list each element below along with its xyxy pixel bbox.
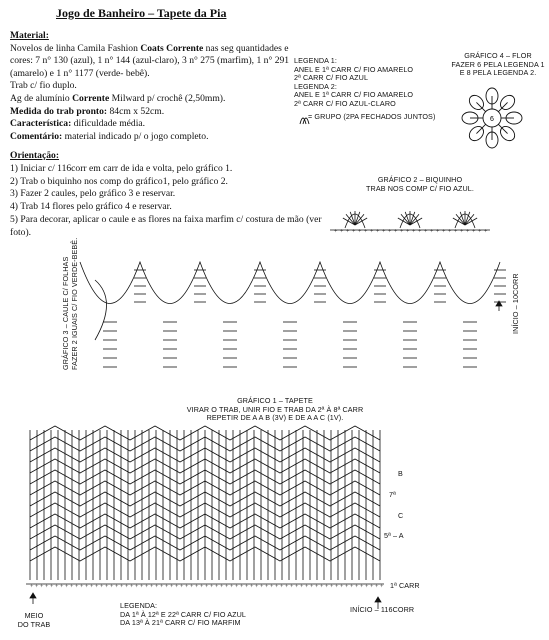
plus-mark: + bbox=[382, 229, 386, 235]
plus-mark: + bbox=[110, 584, 114, 590]
plus-mark: + bbox=[290, 584, 294, 590]
plus-mark: + bbox=[454, 229, 458, 235]
material-line: Medida do trab pronto: 84cm x 52cm. bbox=[10, 105, 165, 117]
plus-mark: + bbox=[478, 229, 482, 235]
plus-mark: + bbox=[400, 229, 404, 235]
material-line: Característica: dificuldade média. bbox=[10, 118, 146, 130]
fan-stitch bbox=[465, 214, 474, 225]
material-line: Novelos de linha Camila Fashion Coats Corrente nas seg quantidades e cores: 7 n° 130 (azul), 1 n° 144 (azul-claro), 3 n° 275 (marfim), 1 n° 291 (amarelo) e 1 n° 1177 (verde- bebê). bbox=[10, 42, 290, 79]
material-line: Trab c/ fio duplo. bbox=[10, 80, 77, 92]
fan-stitch bbox=[346, 214, 355, 225]
plus-mark: + bbox=[265, 584, 269, 590]
plus-mark: + bbox=[315, 584, 319, 590]
fan-stitch bbox=[355, 214, 364, 225]
plus-mark: + bbox=[165, 584, 169, 590]
flower-stitch bbox=[498, 102, 507, 111]
material-line: Ag de alumínio Corrente Milward p/ crochê (2,50mm). bbox=[10, 92, 226, 104]
plus-mark: + bbox=[334, 229, 338, 235]
plus-mark: + bbox=[60, 584, 64, 590]
row-label-1: 1ª CARR bbox=[390, 581, 420, 590]
plus-mark: + bbox=[345, 584, 349, 590]
material-line: Comentário: material indicado p/ o jogo completo. bbox=[10, 130, 209, 142]
plus-mark: + bbox=[466, 229, 470, 235]
legend-line: LEGENDA: bbox=[120, 601, 158, 610]
plus-mark: + bbox=[130, 584, 134, 590]
caption-line: MEIO bbox=[24, 611, 44, 620]
plus-mark: + bbox=[364, 229, 368, 235]
plus-mark: + bbox=[295, 584, 299, 590]
plus-mark: + bbox=[418, 229, 422, 235]
plus-mark: + bbox=[285, 584, 289, 590]
caption-line: GRÁFICO 4 – FLOR bbox=[464, 51, 532, 60]
plus-mark: + bbox=[275, 584, 279, 590]
caption-line: FAZER 2 IGUAIS C/ FIO VERDE-BEBÊ. bbox=[69, 237, 79, 370]
plus-mark: + bbox=[185, 584, 189, 590]
orientacao-step: 5) Para decorar, aplicar o caule e as flores na faixa marfim c/ costura de mão (ver foto). bbox=[10, 213, 322, 238]
page-title: Jogo de Banheiro – Tapete da Pia bbox=[56, 6, 227, 20]
inicio-tapete-label: INÍCIO – 116CORR bbox=[350, 605, 415, 614]
plus-mark: + bbox=[430, 229, 434, 235]
plus-mark: + bbox=[358, 229, 362, 235]
fan-stitch bbox=[401, 214, 410, 225]
plus-mark: + bbox=[195, 584, 199, 590]
plus-mark: + bbox=[95, 584, 99, 590]
plus-mark: + bbox=[70, 584, 74, 590]
row-label-b: B bbox=[398, 469, 403, 478]
stem-wave bbox=[80, 262, 500, 304]
plus-mark: + bbox=[330, 584, 334, 590]
plus-mark: + bbox=[115, 584, 119, 590]
plus-mark: + bbox=[424, 229, 428, 235]
plus-mark: + bbox=[220, 584, 224, 590]
plus-mark: + bbox=[90, 584, 94, 590]
plus-mark: + bbox=[150, 584, 154, 590]
plus-mark: + bbox=[320, 584, 324, 590]
plus-mark: + bbox=[180, 584, 184, 590]
caption-line: TRAB NOS COMP C/ FIO AZUL. bbox=[366, 183, 474, 193]
plus-mark: + bbox=[442, 229, 446, 235]
plus-mark: + bbox=[225, 584, 229, 590]
plus-mark: + bbox=[45, 584, 49, 590]
plus-mark: + bbox=[436, 229, 440, 235]
orientacao-step: 4) Trab 14 flores pelo gráfico 4 e reservar. bbox=[10, 201, 172, 213]
plus-mark: + bbox=[340, 229, 344, 235]
plus-mark: + bbox=[190, 584, 194, 590]
plus-mark: + bbox=[260, 584, 264, 590]
plus-mark: + bbox=[350, 584, 354, 590]
plus-mark: + bbox=[280, 584, 284, 590]
plus-mark: + bbox=[160, 584, 164, 590]
plus-mark: + bbox=[65, 584, 69, 590]
plus-mark: + bbox=[355, 584, 359, 590]
plus-mark: + bbox=[140, 584, 144, 590]
plus-mark: + bbox=[235, 584, 239, 590]
tapete-diagram bbox=[26, 426, 384, 590]
plus-mark: + bbox=[205, 584, 209, 590]
orientacao-heading: Orientação: bbox=[10, 150, 60, 161]
plus-mark: + bbox=[30, 584, 34, 590]
grupo-legend: = GRUPO (2PA FECHADOS JUNTOS) bbox=[308, 111, 436, 121]
plus-mark: + bbox=[240, 584, 244, 590]
row-label-c: C bbox=[398, 511, 404, 520]
caption-line: GRÁFICO 3 – CAULE C/ FOLHAS bbox=[61, 256, 70, 370]
plus-mark: + bbox=[370, 584, 374, 590]
plus-mark: + bbox=[325, 584, 329, 590]
orientacao-step: 2) Trab o biquinho nos comp do gráfico1, pelo gráfico 2. bbox=[10, 175, 228, 187]
legend-line: 2ª CARR C/ FIO AZUL-CLARO bbox=[294, 98, 396, 108]
flower-center-number: 6 bbox=[490, 116, 494, 123]
caption-line: VIRAR O TRAB, UNIR FIO E TRAB DA 2ª À 8ª CARR bbox=[186, 404, 364, 414]
flower-stitch bbox=[476, 102, 485, 111]
plus-mark: + bbox=[484, 229, 488, 235]
plus-mark: + bbox=[100, 584, 104, 590]
plus-mark: + bbox=[412, 229, 416, 235]
plus-mark: + bbox=[155, 584, 159, 590]
legend-line: LEGENDA 1: bbox=[294, 56, 337, 65]
plus-mark: + bbox=[376, 229, 380, 235]
orientacao-step: 3) Fazer 2 caules, pelo gráfico 3 e reservar. bbox=[10, 188, 176, 200]
legend-line: ANEL E 1ª CARR C/ FIO AMARELO bbox=[294, 64, 414, 74]
plus-mark: + bbox=[460, 229, 464, 235]
plus-mark: + bbox=[472, 229, 476, 235]
plus-mark: + bbox=[375, 584, 379, 590]
plus-mark: + bbox=[335, 584, 339, 590]
plus-mark: + bbox=[50, 584, 54, 590]
material-heading: Material: bbox=[10, 30, 49, 41]
plus-mark: + bbox=[360, 584, 364, 590]
plus-mark: + bbox=[215, 584, 219, 590]
plus-mark: + bbox=[305, 584, 309, 590]
plus-mark: + bbox=[175, 584, 179, 590]
plus-mark: + bbox=[245, 584, 249, 590]
plus-mark: + bbox=[55, 584, 59, 590]
arrow-icons bbox=[30, 301, 502, 609]
plus-mark: + bbox=[200, 584, 204, 590]
plus-mark: + bbox=[300, 584, 304, 590]
plus-mark: + bbox=[365, 584, 369, 590]
row-label-5a: 5ª – A bbox=[384, 531, 404, 540]
plus-mark: + bbox=[75, 584, 79, 590]
legend-line: DA 1ª À 12ª E 22ª CARR C/ FIO AZUL bbox=[120, 609, 247, 619]
caption-line: REPETIR DE A A B (3V) E DE A A C (1V). bbox=[206, 413, 344, 423]
plus-mark: + bbox=[406, 229, 410, 235]
plus-mark: + bbox=[340, 584, 344, 590]
caption-line: DO TRAB bbox=[17, 619, 51, 629]
grupo-icon bbox=[300, 118, 309, 124]
plus-mark: + bbox=[255, 584, 259, 590]
inicio-caule-label: INÍCIO – 10CORR bbox=[511, 273, 520, 334]
plus-mark: + bbox=[388, 229, 392, 235]
caption-line: GRÁFICO 2 – BIQUINHO bbox=[377, 175, 463, 184]
legend-line: LEGENDA 2: bbox=[294, 81, 337, 91]
plus-mark: + bbox=[120, 584, 124, 590]
plus-mark: + bbox=[394, 229, 398, 235]
plus-mark: + bbox=[250, 584, 254, 590]
legend-line: DA 13ª À 21ª CARR C/ FIO MARFIM bbox=[120, 618, 241, 628]
fan-stitch bbox=[410, 214, 419, 225]
plus-mark: + bbox=[230, 584, 234, 590]
biquinho-diagram bbox=[330, 211, 490, 235]
caption-line: FAZER 6 PELA LEGENDA 1 bbox=[451, 59, 545, 69]
plus-mark: + bbox=[352, 229, 356, 235]
row-label-7: 7ª bbox=[389, 490, 396, 499]
plus-mark: + bbox=[448, 229, 452, 235]
flower-stitch bbox=[498, 124, 507, 133]
plus-mark: + bbox=[210, 584, 214, 590]
plus-mark: + bbox=[310, 584, 314, 590]
plus-mark: + bbox=[35, 584, 39, 590]
plus-mark: + bbox=[380, 584, 384, 590]
plus-mark: + bbox=[125, 584, 129, 590]
plus-mark: + bbox=[105, 584, 109, 590]
plus-mark: + bbox=[80, 584, 84, 590]
plus-mark: + bbox=[370, 229, 374, 235]
plus-mark: + bbox=[145, 584, 149, 590]
plus-mark: + bbox=[135, 584, 139, 590]
legend-line: ANEL E 1ª CARR C/ FIO AMARELO bbox=[294, 90, 414, 100]
plus-mark: + bbox=[346, 229, 350, 235]
fan-stitch bbox=[456, 214, 465, 225]
plus-mark: + bbox=[170, 584, 174, 590]
caption-line: GRÁFICO 1 – TAPETE bbox=[237, 396, 313, 405]
plus-mark: + bbox=[40, 584, 44, 590]
plus-mark: + bbox=[270, 584, 274, 590]
orientacao-step: 1) Iniciar c/ 116corr em carr de ida e volta, pelo gráfico 1. bbox=[10, 162, 233, 174]
plus-mark: + bbox=[85, 584, 89, 590]
caule-diagram bbox=[80, 262, 506, 367]
caption-line: E 8 PELA LEGENDA 2. bbox=[459, 68, 537, 78]
flower-stitch bbox=[476, 124, 485, 133]
legend-line: 2ª CARR C/ FIO AZUL bbox=[294, 73, 369, 83]
